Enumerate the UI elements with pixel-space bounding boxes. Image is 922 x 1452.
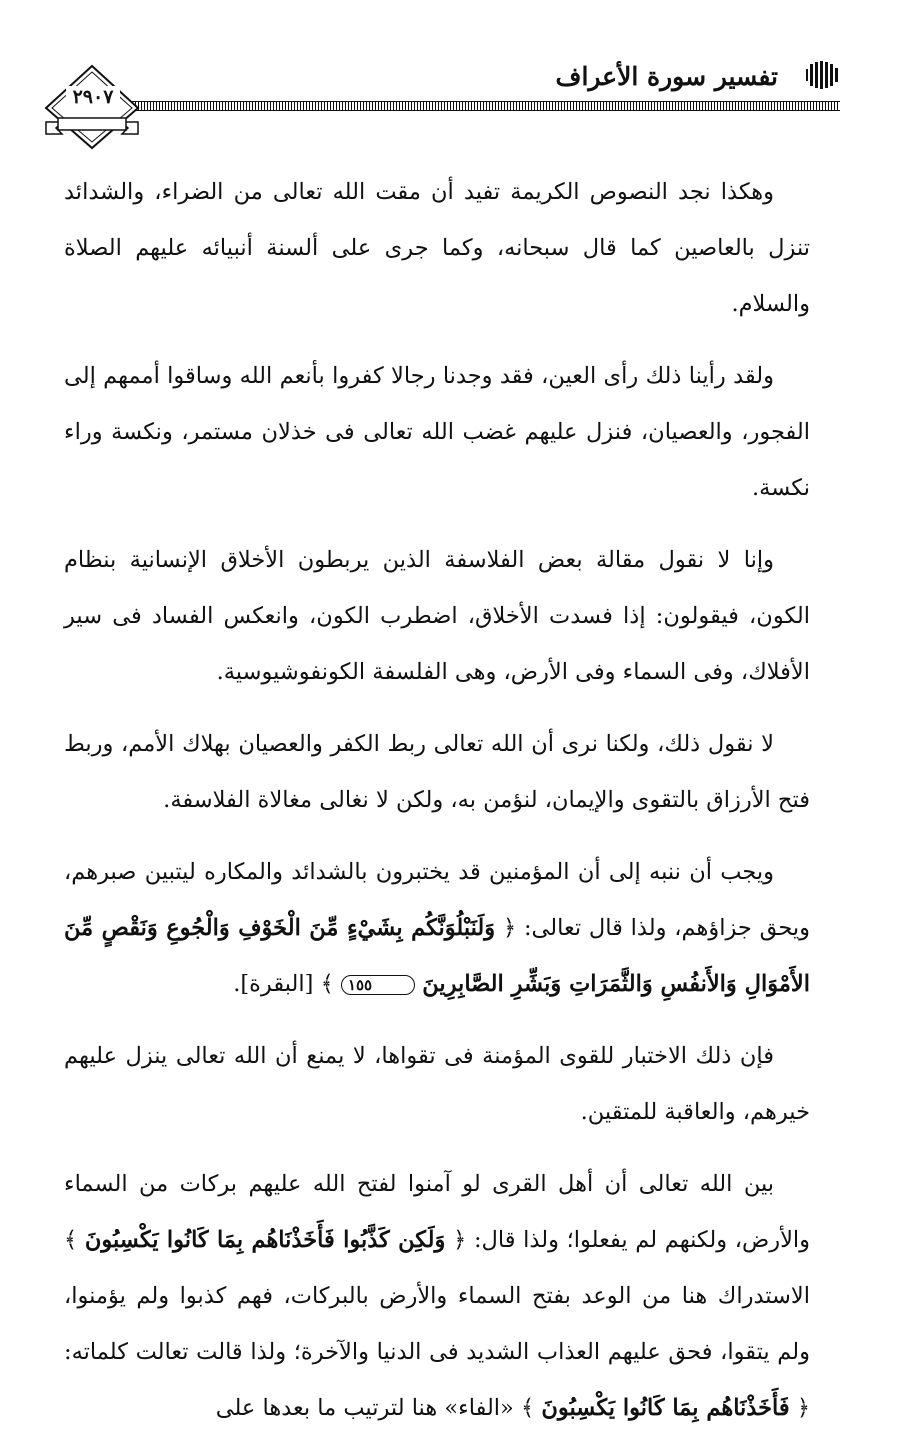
quran-open-bracket: ﴿ [796, 1395, 810, 1421]
body-text [64, 164, 810, 1452]
paragraph-text: الاستدراك هنا من الوعد بفتح السماء والأرض بالبركات، فهم كذبوا ولم يؤمنوا، ولم يتقوا، فحق عليهم العذاب الشديد فى الدنيا والآخرة؛ ولذا قالت تعالت كلماته: [64, 1283, 810, 1365]
paragraph-with-verse [64, 1156, 810, 1436]
quran-open-bracket: ﴿ [453, 1227, 467, 1253]
quran-verse: وَلَنَبْلُوَنَّكُم بِشَيْءٍ مِّنَ الْخَوْفِ وَالْجُوعِ وَنَقْصٍ مِّنَ الأَمْوَالِ وَالأَنفُسِ وَالثَّمَرَاتِ وَبَشِّرِ الصَّابِرِينَ [64, 915, 810, 997]
decorative-rosette-icon [806, 60, 840, 90]
paragraph: لا نقول ذلك، ولكنا نرى أن الله تعالى ربط الكفر والعصيان بهلاك الأمم، وربط فتح الأرزاق بالتقوى والإيمان، لنؤمن به، ولكن لا نغالى مغالاة الفلاسفة. [64, 731, 810, 813]
quran-close-bracket: ﴾ [320, 971, 334, 997]
ayah-number: ١٥٥ [341, 975, 415, 995]
paragraph-text: ويجب أن ننبه إلى أن المؤمنين قد يختبرون بالشدائد والمكاره ليتبين صبرهم، ويحق جزاؤهم، ولذا قال تعالى: [64, 859, 811, 941]
page-header [40, 48, 840, 158]
quran-open-bracket: ﴿ [502, 915, 517, 941]
paragraph: وهكذا نجد النصوص الكريمة تفيد أن مقت الله تعالى من الضراء، والشدائد تنزل بالعاصين كما قال سبحانه، وكما جرى على ألسنة أنبيائه عليهم الصلاة والسلام. [64, 179, 810, 317]
paragraph-with-verse [64, 844, 810, 1012]
running-title: تفسير سورة الأعراف [555, 62, 778, 91]
quran-close-bracket: ﴾ [520, 1395, 535, 1421]
paragraph-text: بين الله تعالى أن أهل القرى لو آمنوا لفتح الله عليهم بركات من السماء والأرض، ولكنهم لم يفعلوا؛ ولذا قال: [64, 1171, 811, 1253]
paragraph-text: «الفاء» هنا لترتيب ما بعدها على [215, 1395, 514, 1421]
paragraph: وإنا لا نقول مقالة بعض الفلاسفة الذين يربطون الأخلاق الإنسانية بنظام الكون، فيقولون: إذا فسدت الأخلاق، اضطرب الكون، وانعكس الفساد فى سير الأفلاك، وفى السماء وفى الأرض، وهى الفلسفة الكونفوشيوسية. [64, 547, 810, 685]
quran-verse: وَلَكِن كَذَّبُوا فَأَخَذْنَاهُم بِمَا كَانُوا يَكْسِبُونَ [84, 1227, 446, 1253]
page-number-badge [40, 62, 144, 150]
paragraph: ولقد رأينا ذلك رأى العين، فقد وجدنا رجالا كفروا بأنعم الله وساقوا أممهم إلى الفجور، والعصيان، فنزل عليهم غضب الله تعالى فى خذلان مستمر، ونكسة وراء نكسة. [64, 363, 810, 501]
surah-reference: [البقرة]. [233, 971, 314, 997]
quran-close-bracket: ﴾ [64, 1227, 78, 1253]
paragraph: فإن ذلك الاختبار للقوى المؤمنة فى تقواها، لا يمنع أن الله تعالى ينزل عليهم خيرهم، والعاقبة للمتقين. [64, 1043, 810, 1125]
header-rule [132, 101, 840, 111]
page-number: ٢٩٠٧ [66, 86, 120, 108]
quran-verse: فَأَخَذْنَاهُم بِمَا كَانُوا يَكْسِبُونَ [541, 1395, 790, 1421]
